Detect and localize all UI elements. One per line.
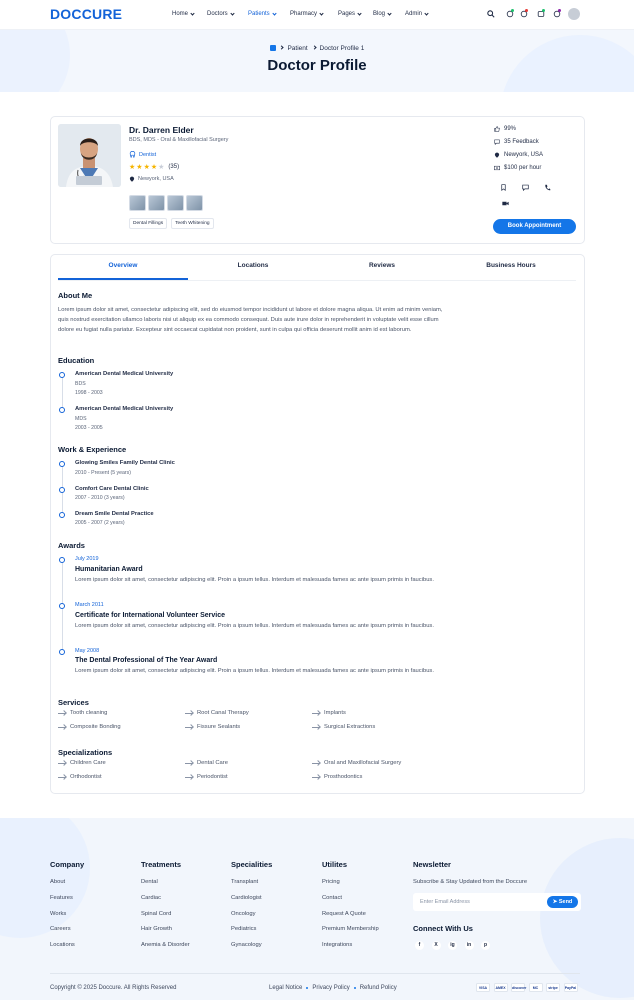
footer-link[interactable]: Contact bbox=[322, 894, 342, 901]
education-years: 1998 - 2003 bbox=[75, 390, 103, 396]
footer-link[interactable]: Spinal Cord bbox=[141, 910, 172, 917]
chevron-down-icon bbox=[424, 11, 428, 15]
service-tag: Teeth Whitening bbox=[171, 218, 213, 229]
payment-logo: VISA bbox=[476, 983, 490, 992]
gallery-thumb[interactable] bbox=[148, 195, 165, 211]
arrow-right-icon bbox=[58, 763, 66, 764]
map-pin-icon bbox=[494, 152, 500, 158]
chevron-down-icon bbox=[190, 11, 194, 15]
money-icon bbox=[494, 165, 500, 171]
price-value: $100 per hour bbox=[504, 165, 542, 171]
about-title: About Me bbox=[58, 291, 93, 300]
education-degree: MDS bbox=[75, 416, 87, 422]
service-item: Tooth cleaning bbox=[58, 710, 107, 716]
star-icon: ★ bbox=[158, 164, 165, 171]
comment-icon bbox=[494, 139, 500, 145]
award-date: July 2019 bbox=[75, 556, 99, 562]
star-icon: ★ bbox=[150, 164, 158, 171]
email-placeholder: Enter Email Address bbox=[420, 899, 470, 905]
nav-admin[interactable]: Admin bbox=[405, 11, 428, 17]
award-title: Humanitarian Award bbox=[75, 566, 143, 573]
city-value: Newyork, USA bbox=[504, 152, 544, 158]
cart-dot bbox=[558, 9, 561, 12]
likes-value: 99% bbox=[504, 126, 517, 132]
service-tags bbox=[129, 218, 214, 229]
search-icon[interactable] bbox=[487, 10, 495, 18]
timeline-dot bbox=[59, 372, 65, 378]
legal-links bbox=[269, 985, 397, 991]
tab-business-hours[interactable]: Business Hours bbox=[486, 262, 536, 269]
bookmark-icon[interactable] bbox=[500, 184, 507, 191]
city-stat bbox=[494, 152, 543, 158]
clinic-gallery bbox=[129, 195, 203, 211]
footer-link[interactable]: Pricing bbox=[322, 879, 340, 885]
awards-title: Awards bbox=[58, 541, 85, 550]
award-title: The Dental Professional of The Year Award bbox=[75, 657, 218, 664]
arrow-right-icon bbox=[312, 777, 320, 778]
likes-stat bbox=[494, 126, 516, 132]
footer-column-title: Treatments bbox=[141, 860, 182, 869]
feedback-value: 35 Feedback bbox=[504, 139, 539, 145]
arrow-right-icon bbox=[312, 763, 320, 764]
facebook-icon[interactable]: f bbox=[415, 941, 424, 950]
experience-title: Work & Experience bbox=[58, 445, 127, 454]
arrow-right-icon bbox=[58, 727, 66, 728]
gallery-thumb[interactable] bbox=[129, 195, 146, 211]
tooth-icon bbox=[129, 151, 136, 158]
experience-years: 2005 - 2007 (2 years) bbox=[75, 520, 125, 526]
footer-link[interactable]: Careers bbox=[50, 926, 71, 933]
service-item: Surgical Extractions bbox=[312, 724, 375, 730]
map-pin-icon bbox=[129, 176, 135, 182]
tab-locations[interactable]: Locations bbox=[237, 262, 269, 269]
footer-column-title: Utilites bbox=[322, 860, 348, 869]
footer-column-title: Specialities bbox=[231, 860, 273, 869]
nav-patients[interactable]: Patients bbox=[248, 11, 276, 17]
location-label: Newyork, USA bbox=[138, 176, 174, 182]
timeline-dot bbox=[59, 603, 65, 609]
specialization-item: Orthodontist bbox=[58, 774, 102, 780]
chevron-down-icon bbox=[357, 11, 361, 15]
site-header bbox=[0, 0, 634, 30]
instagram-icon[interactable]: ig bbox=[448, 941, 457, 950]
specialization-item: Oral and Maxillofacial Surgery bbox=[312, 760, 401, 766]
doctor-specialty[interactable] bbox=[129, 151, 156, 158]
timeline-dot bbox=[59, 407, 65, 413]
breadcrumb-patient[interactable]: Patient bbox=[287, 45, 308, 52]
payment-logo: AMEX bbox=[494, 983, 508, 992]
chevron-down-icon bbox=[387, 11, 391, 15]
footer-link[interactable]: Pediatrics bbox=[231, 926, 257, 933]
specialty-label: Dentist bbox=[139, 151, 157, 158]
nav-doctors[interactable]: Doctors bbox=[207, 11, 234, 17]
award-text: Lorem ipsum dolor sit amet, consectetur adipiscing elit. Proin a ipsum tellus. Interdum et malesuada fames ac ante ipsum primis in faucibus. bbox=[75, 577, 434, 583]
tab-reviews[interactable]: Reviews bbox=[368, 262, 396, 269]
specialization-item: Children Care bbox=[58, 760, 106, 766]
tab-divider bbox=[58, 280, 576, 281]
specialization-item: Periodontist bbox=[185, 774, 228, 780]
footer-decoration bbox=[540, 838, 634, 998]
arrow-right-icon bbox=[185, 763, 193, 764]
payment-logo: discover bbox=[511, 983, 525, 992]
breadcrumb-current: Doctor Profile 1 bbox=[319, 45, 365, 52]
arrow-right-icon bbox=[312, 727, 320, 728]
footer-link[interactable]: Hair Growth bbox=[141, 926, 172, 933]
copyright: Copyright © 2025 Doccure. All Rights Reserved bbox=[50, 985, 177, 991]
footer-link[interactable]: Dental bbox=[141, 879, 158, 885]
chevron-down-icon bbox=[319, 11, 323, 15]
award-text: Lorem ipsum dolor sit amet, consectetur adipiscing elit. Proin a ipsum tellus. Interdum et malesuada fames ac ante ipsum primis in faucibus. bbox=[75, 623, 434, 629]
service-tag: Dental Fillings bbox=[129, 218, 167, 229]
timeline-dot bbox=[59, 461, 65, 467]
review-count: (35) bbox=[168, 164, 180, 170]
star-icon: ★ bbox=[129, 164, 136, 171]
footer-link[interactable]: Integrations bbox=[322, 942, 353, 949]
page-banner bbox=[0, 30, 634, 92]
experience-place: Dream Smile Dental Practice bbox=[75, 511, 154, 517]
arrow-right-icon bbox=[58, 713, 66, 714]
newsletter-text: Subscribe & Stay Updated from the Doccure bbox=[413, 879, 528, 885]
connect-title: Connect With Us bbox=[413, 924, 473, 933]
pinterest-icon[interactable]: p bbox=[481, 941, 490, 950]
education-degree: BDS bbox=[75, 381, 86, 387]
privacy-policy-link[interactable]: Privacy Policy bbox=[312, 985, 350, 991]
award-date: May 2008 bbox=[75, 648, 100, 654]
experience-years: 2010 - Present (5 years) bbox=[75, 470, 131, 476]
arrow-right-icon bbox=[185, 727, 193, 728]
doctor-photo bbox=[58, 124, 121, 187]
doctor-location bbox=[129, 176, 174, 182]
footer-divider bbox=[50, 973, 580, 974]
footer-link[interactable]: Works bbox=[50, 910, 67, 917]
footer-link[interactable]: About bbox=[50, 879, 66, 885]
linkedin-icon[interactable]: in bbox=[465, 941, 474, 950]
video-call-icon[interactable] bbox=[502, 200, 509, 207]
footer-link[interactable]: Premium Membership bbox=[322, 926, 379, 933]
chevron-down-icon bbox=[230, 11, 234, 15]
education-school: American Dental Medical University bbox=[75, 406, 174, 412]
footer-link[interactable]: Gynacology bbox=[231, 942, 262, 949]
page-title: Doctor Profile bbox=[267, 57, 367, 74]
education-school: American Dental Medical University bbox=[75, 371, 174, 377]
refund-policy-link[interactable]: Refund Policy bbox=[359, 985, 397, 991]
arrow-right-icon bbox=[312, 713, 320, 714]
avatar[interactable] bbox=[568, 8, 580, 20]
thumbs-up-icon bbox=[494, 126, 500, 132]
logo[interactable]: DOCCURE bbox=[50, 6, 123, 22]
breadcrumb bbox=[0, 45, 634, 52]
services-title: Services bbox=[58, 698, 89, 707]
gallery-thumb[interactable] bbox=[186, 195, 203, 211]
doctor-degree: BDS, MDS - Oral & Maxillofacial Surgery bbox=[129, 137, 229, 143]
nav-pages[interactable]: Pages bbox=[338, 11, 361, 17]
nav-blog[interactable]: Blog bbox=[373, 11, 391, 17]
award-date: March 2011 bbox=[75, 602, 104, 608]
footer-link[interactable]: Anemia & Disorder bbox=[141, 942, 190, 949]
specialization-item: Dental Care bbox=[185, 760, 228, 766]
footer-link[interactable]: Features bbox=[50, 894, 73, 901]
about-text: Lorem ipsum dolor sit amet, consectetur adipiscing elit, sed do eiusmod tempor incididunt ut labore et dolore magna aliqua. Ut enim ad minim veniam, quis nostrud exercitation ullamco laboris nisi ut aliquip ex ea commodo consequat. Duis aute irure dolor in reprehenderit in voluptate velit esse cillum dolore eu fugiat nulla pariatur. Excepteur sint occaecat cupidatat non proident, sunt in culpa qui officia deserunt mollit anim id est laborum. bbox=[58, 307, 443, 333]
footer-link[interactable]: Request A Quote bbox=[322, 910, 366, 917]
tab-overview[interactable]: Overview bbox=[108, 262, 138, 269]
rating-stars bbox=[129, 163, 179, 171]
phone-icon[interactable] bbox=[544, 184, 551, 191]
footer-link[interactable]: Oncology bbox=[231, 910, 256, 917]
footer-link[interactable]: Cardiac bbox=[141, 894, 161, 901]
chat-icon[interactable] bbox=[522, 184, 529, 191]
arrow-right-icon bbox=[185, 713, 193, 714]
education-title: Education bbox=[58, 356, 95, 365]
newsletter-title: Newsletter bbox=[413, 860, 451, 869]
timeline-dot bbox=[59, 487, 65, 493]
payment-logo: MC bbox=[529, 983, 543, 992]
feedback-stat bbox=[494, 139, 539, 145]
arrow-right-icon bbox=[185, 777, 193, 778]
service-item: Implants bbox=[312, 710, 346, 716]
award-title: Certificate for International Volunteer Service bbox=[75, 612, 226, 619]
payment-logo: stripe bbox=[546, 983, 560, 992]
timeline-dot bbox=[59, 649, 65, 655]
service-item: Root Canal Therapy bbox=[185, 710, 249, 716]
price-stat bbox=[494, 165, 541, 171]
doctor-name: Dr. Darren Elder bbox=[129, 125, 194, 135]
specializations-title: Specializations bbox=[58, 748, 113, 757]
experience-years: 2007 - 2010 (3 years) bbox=[75, 495, 125, 501]
active-tab-indicator bbox=[58, 278, 188, 280]
notification-dot bbox=[525, 9, 528, 12]
home-icon[interactable] bbox=[270, 45, 276, 51]
service-item: Fissure Sealants bbox=[185, 724, 240, 730]
chevron-down-icon bbox=[272, 11, 276, 15]
star-icon: ★ bbox=[143, 164, 150, 171]
nav-pharmacy[interactable]: Pharmacy bbox=[290, 11, 323, 17]
footer-link[interactable]: Transplant bbox=[231, 879, 259, 885]
gallery-thumb[interactable] bbox=[167, 195, 184, 211]
timeline-line bbox=[62, 376, 63, 410]
education-years: 2003 - 2005 bbox=[75, 425, 103, 431]
status-dot bbox=[511, 9, 514, 12]
footer-link[interactable]: Cardiologist bbox=[231, 894, 262, 901]
footer-column-title: Company bbox=[50, 860, 85, 869]
footer-link[interactable]: Locations bbox=[50, 942, 75, 949]
legal-notice-link[interactable]: Legal Notice bbox=[269, 985, 303, 991]
send-button[interactable]: ➤ Send bbox=[547, 896, 578, 908]
payment-logo: PayPal bbox=[564, 983, 578, 992]
star-icon: ★ bbox=[136, 164, 143, 171]
nav-home[interactable]: Home bbox=[172, 11, 194, 17]
x-icon[interactable]: X bbox=[432, 941, 441, 950]
timeline-dot bbox=[59, 557, 65, 563]
message-dot bbox=[542, 9, 545, 12]
service-item: Composite Bonding bbox=[58, 724, 121, 730]
award-text: Lorem ipsum dolor sit amet, consectetur adipiscing elit. Proin a ipsum tellus. Interdum et malesuada fames ac ante ipsum primis in faucibus. bbox=[75, 668, 434, 674]
book-appointment-button[interactable]: Book Appointment bbox=[493, 219, 576, 234]
footer-decoration bbox=[0, 818, 90, 938]
timeline-dot bbox=[59, 512, 65, 518]
specialization-item: Prosthodontics bbox=[312, 774, 362, 780]
experience-place: Glowing Smiles Family Dental Clinic bbox=[75, 460, 175, 466]
arrow-right-icon bbox=[58, 777, 66, 778]
experience-place: Comfort Care Dental Clinic bbox=[75, 486, 149, 492]
